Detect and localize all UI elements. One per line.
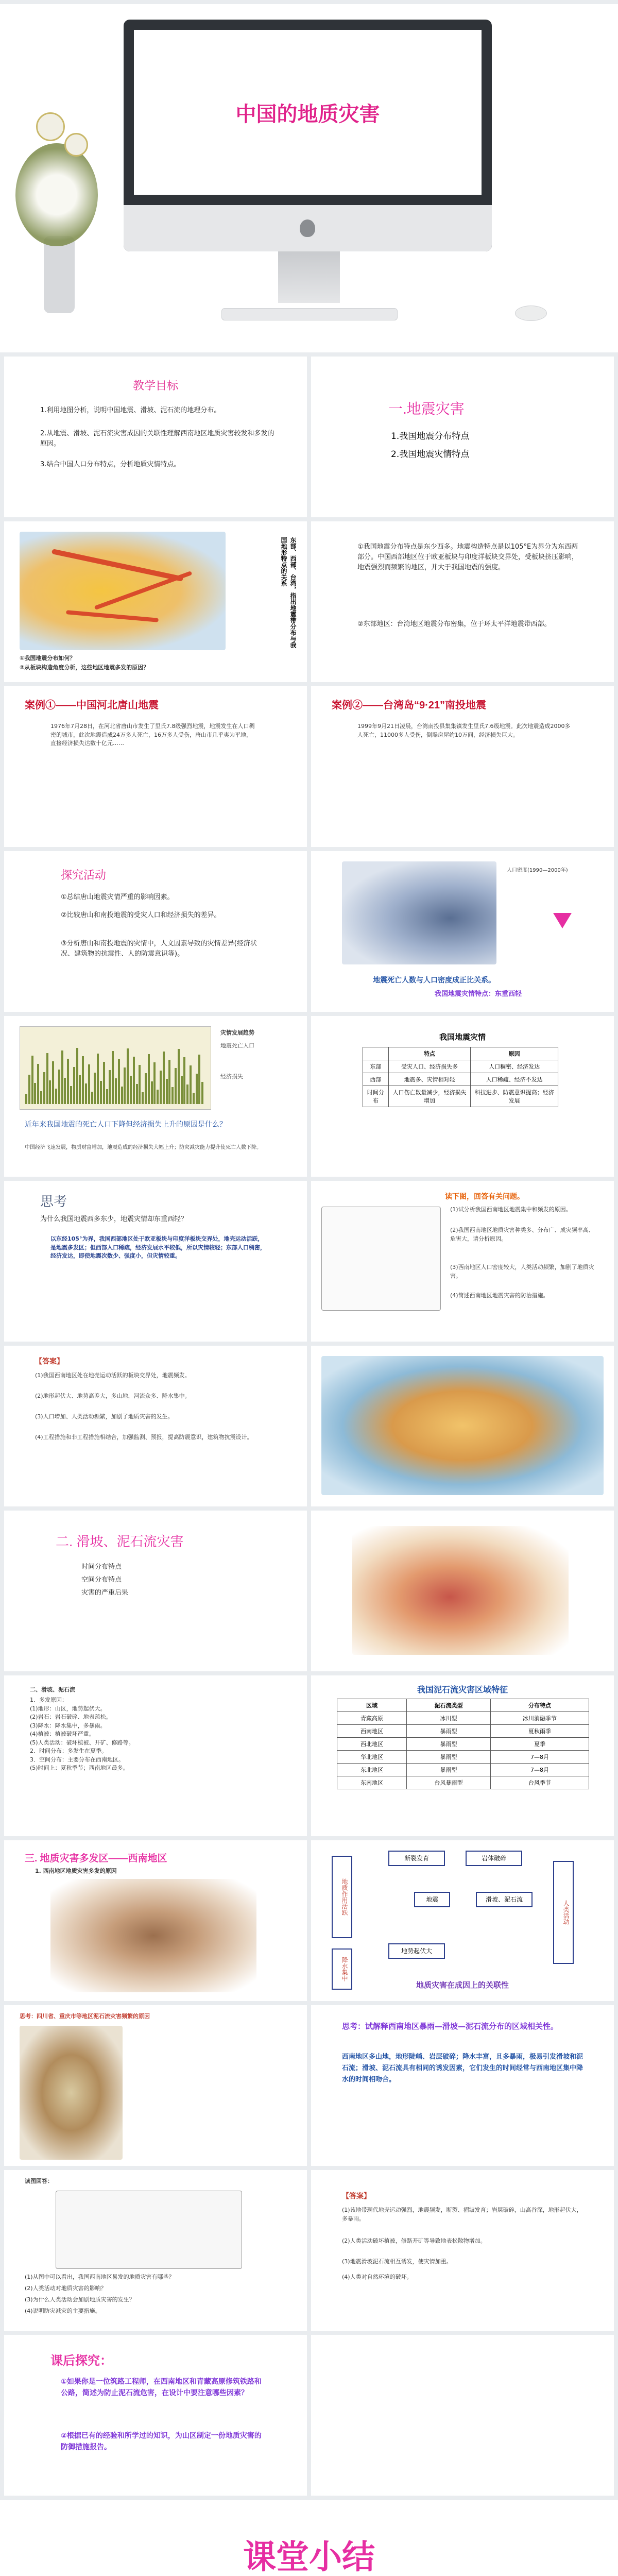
answer-item: (3)地震滑坡泥石流相互诱发，使灾情加重。 [342, 2258, 452, 2265]
monitor-stand [278, 251, 340, 303]
trend-chart-slide [4, 1016, 307, 1177]
table-title: 我国地震灾情 [439, 1032, 486, 1042]
chart-bar [94, 1073, 96, 1104]
table-cell: 西部 [363, 1073, 389, 1086]
chart-bar [112, 1051, 114, 1104]
table-cell: 西北地区 [337, 1738, 407, 1751]
table-cell: 台风季节 [490, 1776, 589, 1789]
table-row [363, 1073, 558, 1086]
chart-bar [175, 1068, 177, 1104]
table-header: 分布特点 [490, 1699, 589, 1712]
chart-bar [31, 1056, 33, 1104]
chart-bar [183, 1057, 185, 1104]
note: 我国地震灾情特点：东重西轻 [435, 990, 522, 998]
chart-bar [160, 1071, 162, 1104]
slide-body: 西南地区多山地，地形陡峭、岩层破碎；降水丰富，且多暴雨，极易引发滑坡和泥石流；滑坡、泥石流具有相同的诱发因素，它们发生的时间经常与西南地区集中降水的时间相吻合。 [342, 2053, 583, 2084]
disaster-table-slide [311, 1016, 614, 1177]
chart-bar [43, 1072, 45, 1104]
chart-bar [67, 1059, 69, 1104]
chart-bar [91, 1092, 93, 1104]
chart-bar [115, 1078, 117, 1104]
question-item: (1)从图中可以看出，我国西南地区易发的地质灾害有哪些？ [25, 2274, 175, 2280]
trend-chart [20, 1026, 211, 1110]
earthquake-distribution-slide [311, 521, 614, 682]
table-cell: 华北地区 [337, 1751, 407, 1764]
table-cell: 地震多、灾情相对轻 [388, 1073, 471, 1086]
table-row [337, 1725, 589, 1738]
question-item: (4)说明防灾减灾的主要措施。 [25, 2308, 101, 2314]
chart-bar [121, 1087, 123, 1104]
chart-bar [145, 1073, 147, 1104]
case-nantou-slide [311, 686, 614, 847]
table-cell: 夏季 [490, 1738, 589, 1751]
landslide-notes-slide [4, 1675, 307, 1836]
case-title: 案例②——台湾岛“9·21”南投地震 [332, 700, 487, 711]
apple-logo-icon [300, 219, 315, 237]
after-class-slide [4, 2335, 307, 2496]
disaster-table [363, 1047, 558, 1107]
population-density-map [342, 861, 496, 964]
question-item: (2)人类活动对地质灾害的影响？ [25, 2285, 107, 2292]
chart-bar [142, 1092, 144, 1104]
earthquake-belt [52, 549, 183, 582]
summary-title: 课堂小结 [243, 2538, 375, 2575]
chart-bar [64, 1078, 66, 1104]
diagram-box: 滑坡、泥石流 [476, 1892, 533, 1907]
earthquake-map-slide [4, 521, 307, 682]
table-cell: 人口稀疏、经济不发达 [471, 1073, 558, 1086]
section-item: 1.我国地震分布特点 [391, 431, 470, 442]
notes-title: 二、滑坡、泥石流 [30, 1686, 75, 1693]
map-legend: 人口密度(1990—2000年) [507, 868, 568, 873]
table-cell: 暴雨型 [406, 1751, 490, 1764]
inquiry-title: 探究活动 [61, 869, 107, 882]
diagram-box: 地势起伏大 [388, 1943, 445, 1959]
paragraph: ②东部地区：台湾地区地震分布密集，位于环太平洋地震带西部。 [357, 620, 551, 628]
answer-item: (2)地形起伏大、地势高差大，多山地，河流众多、降水集中。 [35, 1393, 191, 1399]
chart-bar [40, 1091, 42, 1104]
chart-bar [133, 1057, 135, 1104]
chart-bar [193, 1093, 195, 1104]
debris-flow-map-slide [311, 1511, 614, 1671]
question: ②从板块构造角度分析，这些地区地震多发的原因？ [20, 664, 149, 671]
chart-bar [82, 1056, 84, 1104]
chart-bar [201, 1082, 203, 1104]
question-item: (2)我国西南地区地质灾害种类多、分布广、成灾频率高、危害大，请分析原因。 [450, 1227, 594, 1242]
landslide-intro-slide [4, 1511, 307, 1671]
table-cell: 东北地区 [337, 1764, 407, 1776]
question-item: (1)试分析我国西南地区地震集中和频发的原因。 [450, 1206, 572, 1213]
answer-item: (1)我国西南地区处在地壳运动活跃的板块交界处，地震频发。 [35, 1372, 191, 1379]
thinking-answer: 以东经105°为界，我国西部地区处于欧亚板块与印度洋板块交界处，地壳运动活跃，是地震多发区；但西部人口稀疏，经济发展水平较低，所以灾情较轻；东部人口稠密，经济发达，即使地震次数少、强度小，但灾情较重。 [50, 1235, 266, 1259]
chart-bar [58, 1070, 60, 1104]
keyboard [221, 308, 398, 320]
table-row [337, 1738, 589, 1751]
chart-caption: 中国经济飞速发展，物质财富增加，地震造成的经济损失大幅上升；防灾减灾能力提升使死亡人数下降。 [25, 1145, 262, 1150]
table-cell: 西南地区 [337, 1725, 407, 1738]
case-tangshan-slide [4, 686, 307, 847]
sichuan-map-slide [4, 2005, 307, 2166]
chart-legend: 经济损失 [220, 1073, 243, 1080]
read-map-slide [4, 2170, 307, 2331]
table-cell: 人口稠密、经济发达 [471, 1060, 558, 1073]
southwest-causes-slide [4, 1840, 307, 2001]
chart-bar [139, 1065, 141, 1104]
table-cell: 科技进步、防震意识提高；经济发展 [471, 1086, 558, 1107]
question-item: (3)西南地区人口密度较大，人类活动频繁，加剧了地质灾害。 [450, 1264, 594, 1279]
chart-bar [148, 1054, 150, 1104]
title-slide [0, 4, 618, 352]
earthquake-belt [94, 571, 193, 610]
case-body: 1999年9月21日凌晨，台湾南投县集集镇发生里氏7.6级地震。此次地震造成2000多人死亡，11000多人受伤，倒塌房屋约10万间，经济损失巨大。 [357, 723, 571, 738]
chart-bar [55, 1089, 57, 1104]
blank-slide [311, 2335, 614, 2496]
chart-bar [130, 1076, 132, 1104]
table-cell: 时间分布 [363, 1086, 389, 1107]
chart-bar [153, 1062, 156, 1104]
answer-item: (4)工程措施和非工程措施相结合，加强监测、预报，提高防震意识，建筑物抗震设计。 [35, 1434, 253, 1440]
chart-bar [151, 1081, 153, 1104]
table-row [337, 1712, 589, 1725]
caption: 地震死亡人数与人口密度成正比关系。 [373, 976, 495, 985]
chart-bar [157, 1090, 159, 1104]
table-cell: 青藏高原 [337, 1712, 407, 1725]
diagram-box: 断裂发育 [388, 1851, 445, 1866]
section-item: 空间分布特点 [81, 1576, 122, 1584]
chart-bar [85, 1083, 87, 1104]
thinking-slide [4, 1181, 307, 1342]
chart-bar [97, 1054, 99, 1104]
diagram-box: 岩体破碎 [466, 1851, 522, 1866]
diagram-caption: 地质灾害在成因上的关联性 [416, 1980, 509, 1990]
answer-slide [4, 1346, 307, 1506]
table-cell: 7—8月 [490, 1751, 589, 1764]
answer-title: 【答案】 [35, 1358, 64, 1366]
table-header: 泥石流类型 [406, 1699, 490, 1712]
china-earthquake-map [20, 532, 226, 650]
chart-bars [25, 1037, 205, 1104]
table-row [337, 1764, 589, 1776]
mouse [515, 306, 547, 321]
section-title: 三. 地质灾害多发区——西南地区 [25, 1853, 167, 1864]
map-side-note: 东部、西部、台湾，指出地震带分布与我国地形特点的关系 [280, 537, 297, 648]
chart-bar [61, 1050, 63, 1104]
objective-item: 3.结合中国人口分布特点，分析地质灾情特点。 [40, 461, 181, 468]
inquiry-item: ②比较唐山和南投地震的受灾人口和经济损失的差异。 [61, 911, 221, 919]
correlation-slide [311, 2005, 614, 2166]
diagram-box: 地震 [414, 1892, 450, 1907]
diagram-box: 地质作用活跃 [332, 1856, 352, 1938]
population-density-slide [311, 851, 614, 1012]
table-header [363, 1047, 389, 1060]
regional-table [337, 1699, 589, 1789]
chart-bar [103, 1062, 105, 1104]
table-row [337, 1776, 589, 1789]
table-row [337, 1751, 589, 1764]
chart-bar [124, 1067, 126, 1104]
chart-bar [109, 1070, 111, 1104]
southwest-map [321, 1207, 441, 1311]
chart-bar [88, 1064, 90, 1104]
table-row [363, 1060, 558, 1073]
earthquake-intro-slide [311, 357, 614, 517]
plate-map-slide [311, 1346, 614, 1506]
table-cell: 冰川消融季节 [490, 1712, 589, 1725]
table-header: 原因 [471, 1047, 558, 1060]
slide-title: 思考：四川省、重庆市等地区泥石流灾害频繁的原因 [20, 2013, 150, 2020]
chart-bar [186, 1084, 188, 1104]
section-title: 一.地震灾害 [388, 401, 465, 417]
section-title: 二. 滑坡、泥石流灾害 [56, 1534, 184, 1549]
table-cell: 东南地区 [337, 1776, 407, 1789]
chart-question: 近年来我国地震的死亡人口下降但经济损失上升的原因是什么？ [25, 1121, 227, 1129]
table-header-row [337, 1699, 589, 1712]
table-title: 我国泥石流灾害区域特征 [417, 1685, 508, 1694]
inquiry-slide [4, 851, 307, 1012]
section-item: 时间分布特点 [81, 1563, 122, 1571]
inquiry-item: ③分析唐山和南投地震的灾情中，人文因素导致的灾情差异(经济状况、建筑物的抗震性、人的防震意识等)。 [61, 940, 257, 958]
objectives-slide [4, 357, 307, 517]
section-subtitle: 1. 西南地区地质灾害多发的原因 [35, 1868, 117, 1874]
flower-vase-illustration [15, 81, 93, 318]
table-header: 特点 [388, 1047, 471, 1060]
chart-bar [136, 1084, 138, 1104]
chart-bar [198, 1055, 200, 1104]
southwest-disaster-map [50, 1879, 256, 1992]
chart-bar [49, 1080, 51, 1104]
chart-bar [46, 1053, 48, 1104]
causality-diagram-slide [311, 1840, 614, 2001]
chart-bar [73, 1067, 75, 1104]
chart-bar [70, 1086, 72, 1104]
diagram-box: 降水集中 [332, 1948, 352, 1990]
chart-bar [106, 1089, 108, 1104]
chart-bar [100, 1081, 102, 1104]
chart-bar [34, 1083, 36, 1104]
question-title: 读下图，回答有关问题。 [445, 1193, 524, 1201]
monitor-chin [124, 205, 492, 251]
chart-bar [118, 1059, 120, 1104]
case-body: 1976年7月28日，在河北省唐山市发生了里氏7.8级强烈地震，地震发生在人口稠密的城市，此次地震造成24万多人死亡，16万多人受伤，唐山市几乎夷为平地，直接经济损失达数十亿元…… [50, 723, 255, 747]
table-cell: 东部 [363, 1060, 389, 1073]
answer-item: (4)人类对自然环境的破坏。 [342, 2274, 413, 2280]
table-header: 区域 [337, 1699, 407, 1712]
case-title: 案例①——中国河北唐山地震 [25, 700, 159, 711]
chart-bar [181, 1076, 183, 1104]
objective-item: 1.利用地图分析，说明中国地震、滑坡、泥石流的地理分布。 [40, 406, 221, 414]
page-title: 中国的地质灾害 [235, 103, 380, 126]
thinking-title: 思考 [40, 1194, 67, 1209]
earthquake-belt [66, 610, 159, 622]
table-cell: 人口伤亡数量减少，经济损失增加 [388, 1086, 471, 1107]
slide-title: 读图回答： [25, 2178, 53, 2184]
chart-bar [79, 1075, 81, 1104]
chart-bar [52, 1061, 54, 1104]
chart-bar [178, 1049, 180, 1104]
answer-item: (1)该地带现代地壳运动强烈，地震频发，断裂、褶皱发育；岩层破碎，山高谷深，地形起伏大，多暴雨。 [342, 2207, 582, 2222]
chart-bar [190, 1065, 192, 1104]
table-cell: 7—8月 [490, 1764, 589, 1776]
slide-title: 课后探究： [50, 2354, 112, 2368]
task-item: ①如果你是一位筑路工程师，在西南地区和青藏高原修筑铁路和公路，简述为防止泥石流危害，在设计中要注意哪些因素？ [61, 2378, 262, 2398]
map-question-slide [311, 1181, 614, 1342]
task-item: ②根据已有的经验和所学过的知识，为山区制定一份地质灾害的防御措施报告。 [61, 2432, 262, 2452]
table-cell: 受灾人口、经济损失多 [388, 1060, 471, 1073]
table-cell: 暴雨型 [406, 1764, 490, 1776]
notes-body: 1．多发原因： (1)地形：山区，地势起伏大。 (2)岩石：岩石破碎、地表疏松。 (3)降水：降水集中，多暴雨。 (4)植被：植被破坏严重。 (5)人类活动：破坏植被、开矿、修路等。 2．时间分布：多发生在夏季。 3．空间分布：主要分布在西南地区。 (5)时间上：夏秋季节；西南地区最多。 [30, 1697, 134, 1771]
answer-slide-2 [311, 2170, 614, 2331]
answer-item: (2)人类活动破坏植被，修路开矿等导致地表松散物增加。 [342, 2238, 486, 2244]
diagram-box: 人类活动 [553, 1861, 574, 1964]
paragraph: ①我国地震分布特点是东少西多。地震构造特点是以105°E为界分为东西两部分。中国西部地区位于欧亚板块与印度洋板块交界处，受板块挤压影响，地震强烈而频繁的地区，并大于我国地震的强度。 [357, 543, 579, 572]
fault-map [56, 2191, 242, 2269]
debris-flow-map [352, 1526, 569, 1655]
thinking-question: 为什么我国地震西多东少，地震灾情却东重西轻？ [40, 1215, 188, 1223]
regional-table-slide [311, 1675, 614, 1836]
table-row [363, 1086, 558, 1107]
chart-bar [196, 1074, 198, 1104]
section-item: 灾害的严重后果 [81, 1589, 129, 1597]
slide-title: 思考：试解释西南地区暴雨—滑坡—泥石流分布的区域相关性。 [342, 2022, 559, 2031]
chart-bar [171, 1087, 174, 1104]
question-item: (3)为什么人类活动会加剧地质灾害的发生？ [25, 2296, 135, 2303]
chart-bar [25, 1094, 27, 1104]
world-plate-map [321, 1356, 604, 1495]
chart-legend: 地震死亡人口 [220, 1042, 254, 1049]
answer-item: (3)人口增加、人类活动频繁，加剧了地质灾害的发生。 [35, 1413, 174, 1420]
chart-bar [28, 1075, 30, 1104]
monitor-screen [134, 30, 482, 195]
table-cell: 暴雨型 [406, 1725, 490, 1738]
objective-item: 2.从地震、滑坡、泥石流灾害成因的关联性理解西南地区地质灾害较发和多发的原因。 [40, 430, 274, 448]
table-cell: 台风暴雨型 [406, 1776, 490, 1789]
chart-bar [127, 1048, 129, 1104]
question-item: (4)简述西南地区地震灾害的防治措施。 [450, 1292, 549, 1299]
inquiry-item: ①总结唐山地震灾情严重的影响因素。 [61, 893, 174, 901]
question: ①我国地震分布如何？ [20, 655, 76, 662]
table-cell: 暴雨型 [406, 1738, 490, 1751]
summary-slide [0, 2500, 618, 2576]
chart-bar [168, 1060, 170, 1104]
monitor [124, 20, 492, 251]
chart-title: 灾情发展趋势 [220, 1029, 254, 1036]
answer-title: 【答案】 [342, 2192, 371, 2200]
chart-bar [163, 1052, 165, 1104]
chart-bar [37, 1064, 39, 1104]
table-cell: 冰川型 [406, 1712, 490, 1725]
table-cell: 夏秋雨季 [490, 1725, 589, 1738]
sichuan-map [20, 2026, 123, 2160]
objectives-title: 教学目标 [132, 379, 178, 392]
chart-bar [166, 1079, 168, 1104]
chart-bar [76, 1048, 78, 1104]
section-item: 2.我国地震灾情特点 [391, 449, 470, 460]
arrow-down-icon [553, 913, 572, 928]
